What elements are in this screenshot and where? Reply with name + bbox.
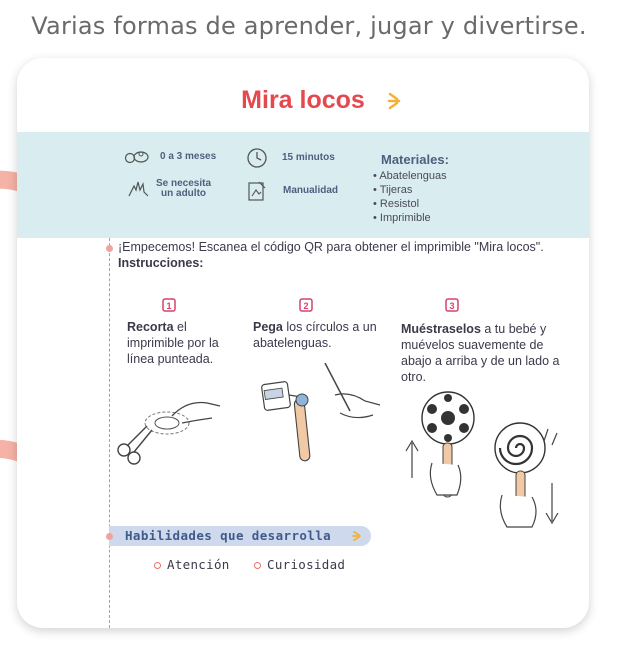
card-title: Mira locos <box>241 86 365 114</box>
baby-icon <box>124 148 150 166</box>
materials-item: • Tijeras <box>373 183 447 197</box>
time-info <box>246 147 335 169</box>
adult-info <box>126 178 211 200</box>
clock-icon <box>246 147 268 169</box>
step-2-text <box>253 319 377 351</box>
age-label: 0 a 3 meses <box>160 151 217 162</box>
step-3-body: a tu bebé y muévelos suavemente de abajo a arriba y de un lado a otro. <box>401 322 560 384</box>
step-1-text <box>127 319 227 367</box>
hands-icon <box>126 178 150 200</box>
paddles-illustration <box>402 383 562 543</box>
materials-item: • Resistol <box>373 197 447 211</box>
number-badge-icon <box>299 298 313 312</box>
activity-card <box>17 58 589 628</box>
spark-icon <box>386 90 406 110</box>
step-1-bold: Recorta <box>127 320 174 334</box>
intro-bullet <box>106 245 113 252</box>
age-info <box>124 148 216 166</box>
step-2-bold: Pega <box>253 320 283 334</box>
materials-item: • Imprimible <box>373 211 447 225</box>
adult-label-line1: Se necesita <box>156 178 212 189</box>
skill-label: Atención <box>167 557 230 572</box>
adult-label-line2: un adulto <box>161 188 207 199</box>
glue-stick-illustration <box>255 363 390 473</box>
skills-title: Habilidades que desarrolla <box>125 528 332 543</box>
skill-item <box>254 557 345 572</box>
intro-bold: Instrucciones: <box>118 256 204 270</box>
skill-dot <box>254 562 261 569</box>
spark-icon <box>351 529 365 543</box>
type-info <box>247 180 338 202</box>
step-2-body: los círculos a un abatelenguas. <box>253 320 377 350</box>
skill-item <box>154 557 230 572</box>
craft-icon <box>247 180 267 202</box>
step-3-bold: Muéstraselos <box>401 322 481 336</box>
skill-label: Curiosidad <box>267 557 346 572</box>
materials-title: Materiales: <box>381 152 449 167</box>
number-badge-icon <box>445 298 459 312</box>
intro-text <box>118 239 558 271</box>
type-label: Manualidad <box>283 185 339 196</box>
svg-text:1: 1 <box>166 301 172 311</box>
skill-dot <box>154 562 161 569</box>
svg-text:3: 3 <box>449 301 455 311</box>
materials-list <box>373 169 447 225</box>
time-label: 15 minutos <box>282 152 335 163</box>
materials-item: • Abatelenguas <box>373 169 447 183</box>
step-3-text <box>401 321 561 385</box>
headline: Varias formas de aprender, jugar y divertirse. <box>31 12 587 40</box>
timeline-line <box>109 238 110 628</box>
intro-body: ¡Empecemos! Escanea el código QR para obtener el imprimible "Mira locos". <box>118 240 544 254</box>
scissors-cutting-illustration <box>112 388 227 468</box>
step-1-body: el imprimible por la línea punteada. <box>127 320 219 366</box>
number-badge-icon <box>162 298 176 312</box>
skills-bullet <box>106 533 113 540</box>
svg-text:2: 2 <box>303 301 309 311</box>
